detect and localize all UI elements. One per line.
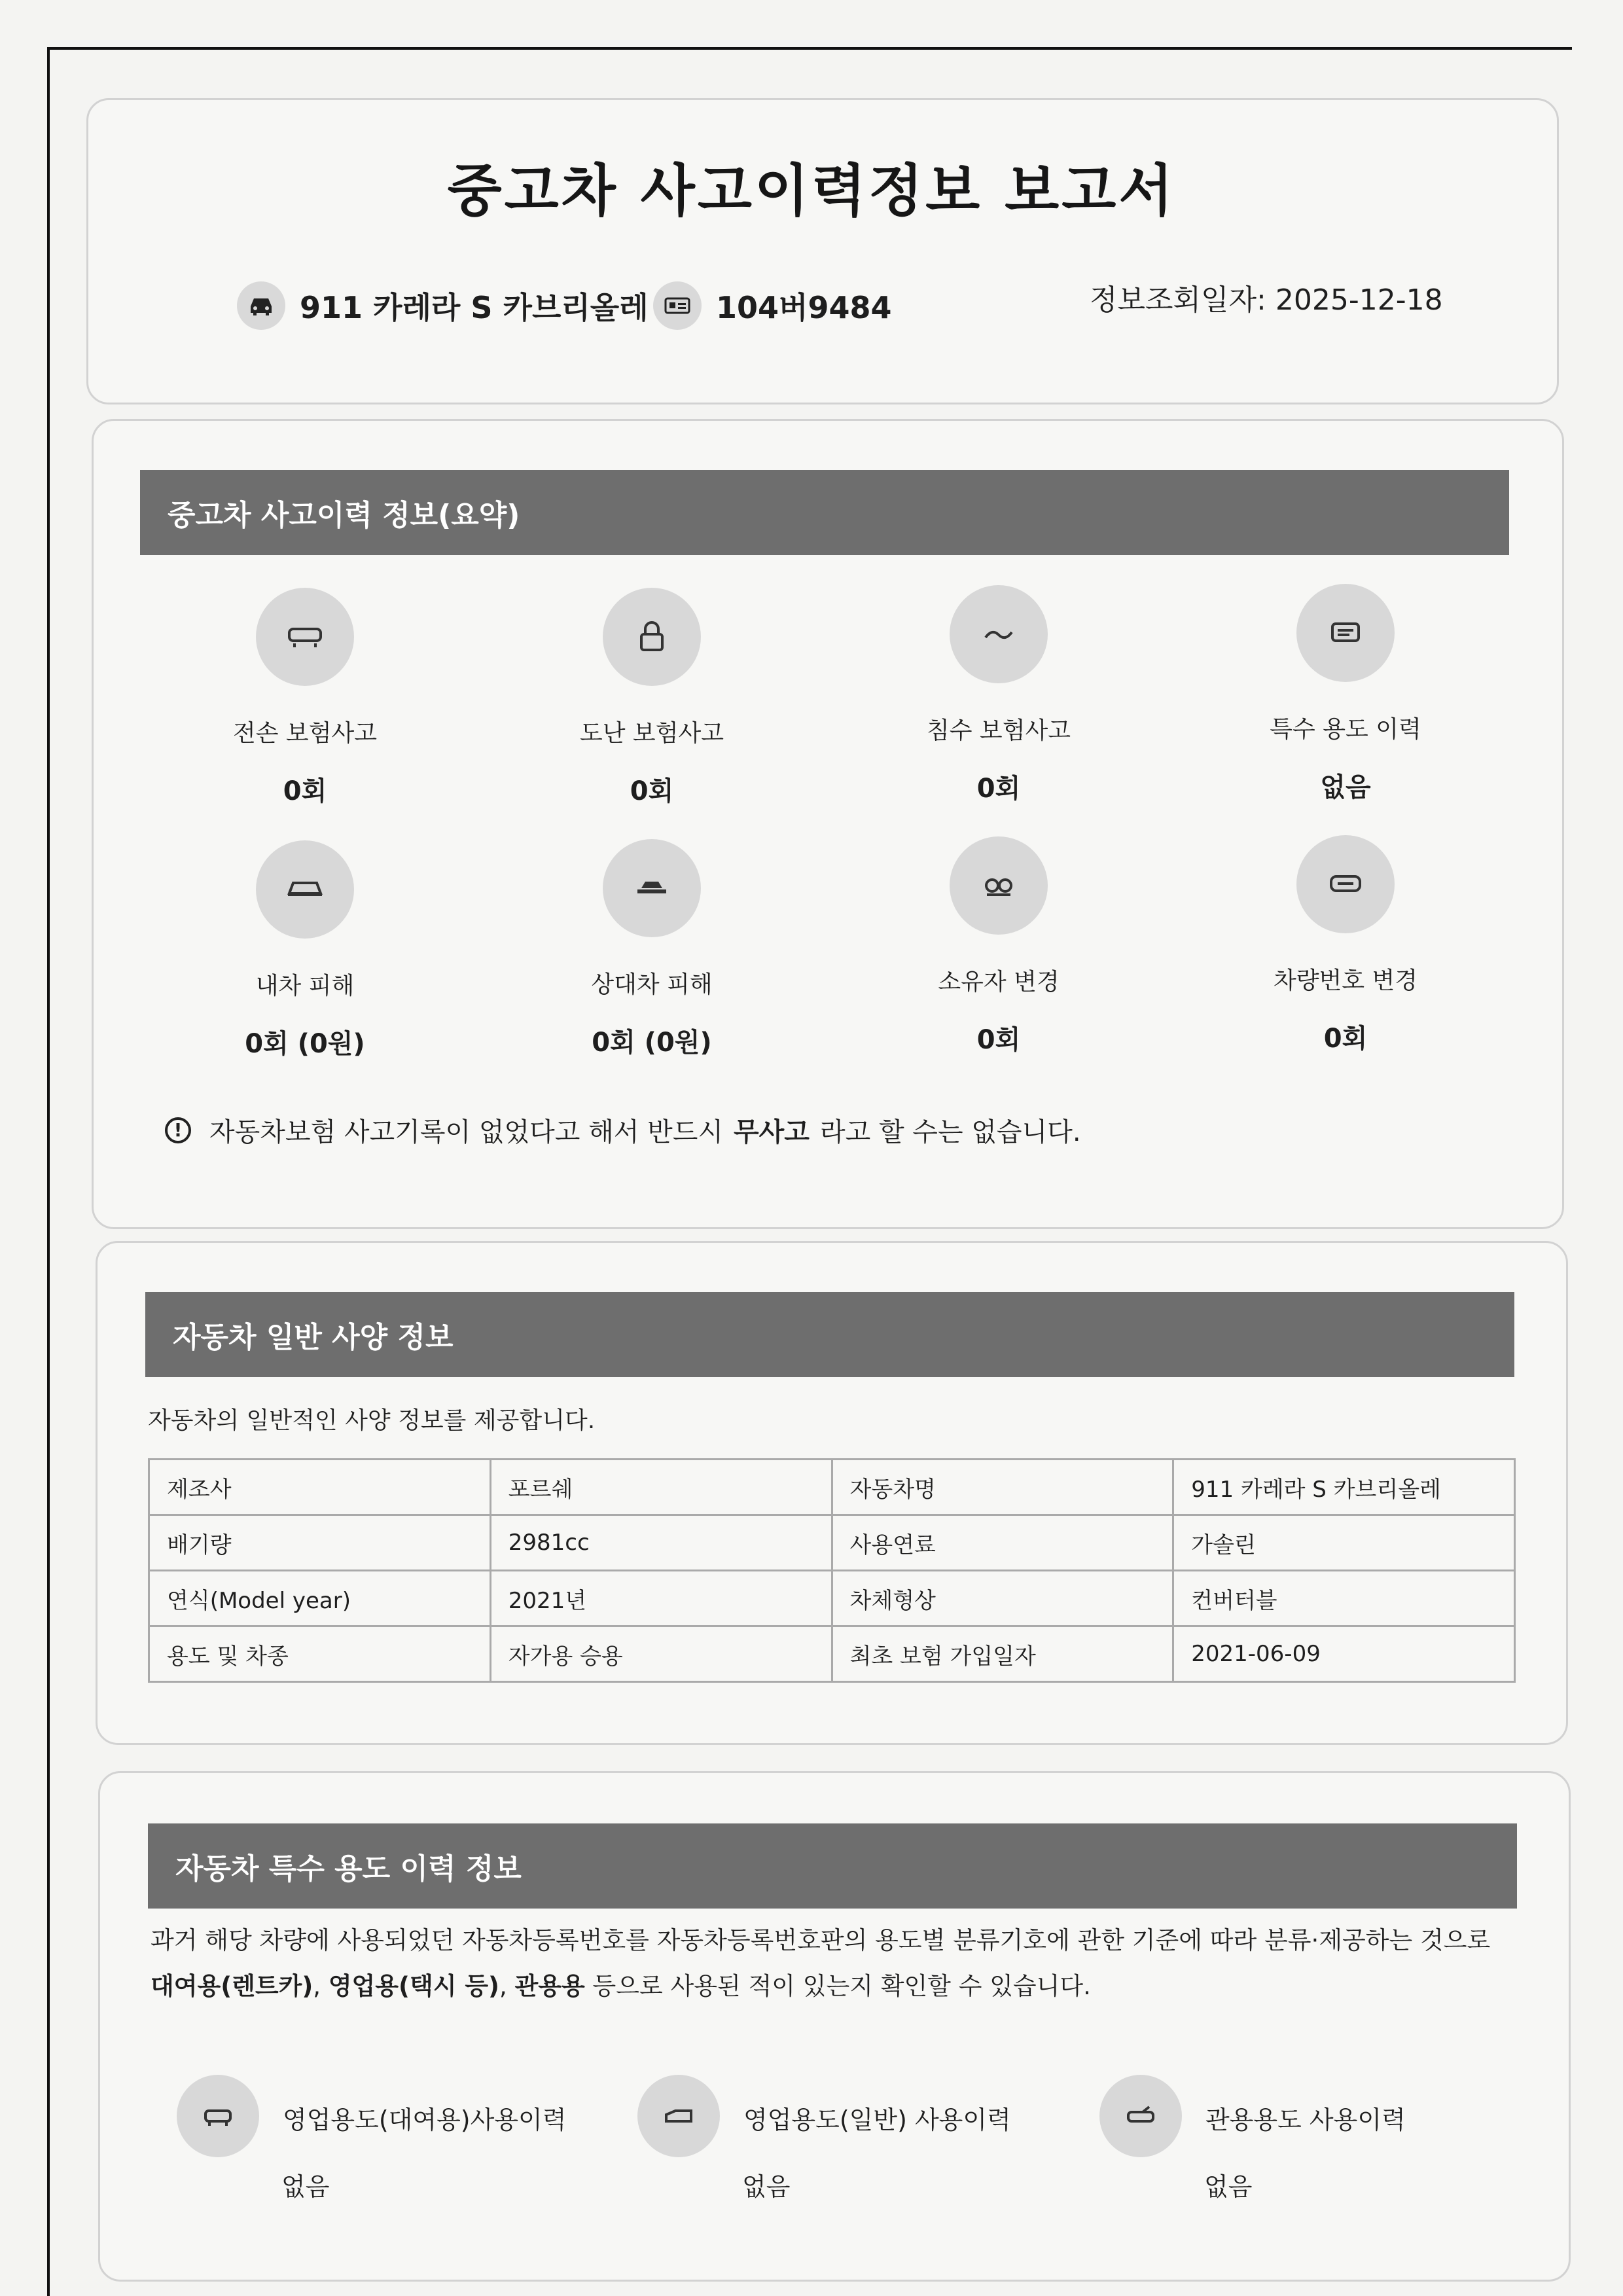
notice-text-pre: 자동차보험 사고기록이 없었다고 해서 반드시	[209, 1117, 724, 1147]
plate-number: 104버9484	[716, 290, 892, 325]
inquiry-date-value: 2025-12-18	[1275, 283, 1443, 317]
spec-description: 자동차의 일반적인 사양 정보를 제공합니다.	[148, 1407, 596, 1434]
notice-text-post: 라고 할 수는 없습니다.	[819, 1117, 1081, 1147]
use-rental	[177, 2075, 567, 2201]
table-cell: 2981cc	[490, 1515, 832, 1571]
stat-label: 특수 용도 이력	[1270, 716, 1421, 743]
header-card	[86, 98, 1559, 404]
table-header-cell: 용도 및 차종	[149, 1626, 491, 1682]
table-cell: 911 카레라 S 카브리올레	[1173, 1460, 1515, 1515]
stat-label: 내차 피해	[255, 973, 355, 999]
table-header-cell: 자동차명	[832, 1460, 1173, 1515]
stat-label: 전손 보험사고	[232, 720, 378, 747]
table-cell: 2021-06-09	[1173, 1626, 1515, 1682]
table-header-cell: 최초 보험 가입일자	[832, 1626, 1173, 1682]
car-icon	[237, 281, 285, 330]
use-government	[1099, 2075, 1406, 2201]
stat-owner-change	[848, 836, 1149, 1056]
stat-value: 0회	[1323, 1024, 1368, 1054]
stat-value: 0회	[630, 776, 674, 806]
stat-value: 0회	[976, 774, 1021, 804]
stat-special-use	[1195, 584, 1496, 804]
table-row	[149, 1626, 1515, 1682]
commercial-text: 영업용(택시 등)	[328, 1972, 499, 2000]
stat-label: 차량번호 변경	[1273, 967, 1418, 994]
special-use-heading: 자동차 특수 용도 이력 정보	[148, 1823, 1517, 1909]
table-header-cell: 사용연료	[832, 1515, 1173, 1571]
stat-own-damage	[154, 840, 455, 1060]
stat-label: 상대차 피해	[591, 971, 713, 998]
license-plate-icon	[653, 281, 702, 330]
stat-plate-change	[1195, 835, 1496, 1055]
table-row	[149, 1571, 1515, 1626]
stat-value: 0회 (0원)	[592, 1028, 712, 1058]
stat-other-damage	[501, 839, 802, 1059]
use-label: 관용용도 사용이력	[1205, 2106, 1406, 2134]
separator: ,	[499, 1972, 515, 2000]
table-row	[149, 1460, 1515, 1515]
other-car-damage-icon	[603, 839, 701, 937]
report-title: 중고차 사고이력정보 보고서	[447, 158, 1176, 224]
stat-value: 0회	[283, 776, 327, 806]
stat-theft	[501, 588, 802, 808]
lock-icon	[603, 588, 701, 686]
car-name: 911 카레라 S 카브리올레	[300, 290, 649, 325]
use-value: 없음	[1204, 2172, 1253, 2201]
owner-change-icon	[950, 836, 1048, 935]
flood-icon	[950, 585, 1048, 683]
rental-car-icon	[177, 2075, 259, 2157]
summary-notice	[165, 1111, 1081, 1149]
rental-text: 대여용(렌트카)	[151, 1972, 313, 2000]
taxi-icon	[637, 2075, 720, 2157]
car-total-loss-icon	[256, 588, 354, 686]
warning-icon: !	[165, 1117, 191, 1143]
card-icon	[1296, 584, 1395, 682]
stat-total-loss	[154, 588, 455, 808]
stat-label: 도난 보험사고	[579, 720, 724, 747]
stat-value: 없음	[1320, 772, 1371, 802]
stat-label: 소유자 변경	[938, 969, 1060, 996]
summary-heading: 중고차 사고이력 정보(요약)	[140, 470, 1509, 555]
table-cell: 2021년	[490, 1571, 832, 1626]
use-value: 없음	[281, 2172, 330, 2201]
plate-group	[653, 281, 891, 330]
stat-value: 0회 (0원)	[245, 1029, 365, 1059]
description-line-2	[151, 1964, 1538, 2009]
use-label: 영업용도(일반) 사용이력	[743, 2106, 1011, 2134]
description-line-1: 과거 해당 차량에 사용되었던 자동차등록번호를 자동차등록번호판의 용도별 분류기호에 관한 기준에 따라 분류·제공하는 것으로	[151, 1926, 1491, 1954]
table-header-cell: 배기량	[149, 1515, 491, 1571]
special-use-description	[151, 1918, 1538, 2009]
table-header-cell: 연식(Model year)	[149, 1571, 491, 1626]
stat-value: 0회	[976, 1025, 1021, 1055]
plate-change-icon	[1296, 835, 1395, 933]
spec-heading: 자동차 일반 사양 정보	[145, 1292, 1514, 1377]
table-cell: 가솔린	[1173, 1515, 1515, 1571]
stat-label: 침수 보험사고	[926, 717, 1071, 744]
spec-table	[148, 1458, 1516, 1683]
inquiry-date	[1090, 276, 1443, 318]
separator: ,	[313, 1972, 329, 2000]
use-commercial	[637, 2075, 1011, 2201]
table-cell: 자가용 승용	[490, 1626, 832, 1682]
government-car-icon	[1099, 2075, 1182, 2157]
use-value: 없음	[742, 2172, 791, 2201]
table-cell: 포르쉐	[490, 1460, 832, 1515]
table-header-cell: 제조사	[149, 1460, 491, 1515]
table-header-cell: 차체형상	[832, 1571, 1173, 1626]
description-tail: 등으로 사용된 적이 있는지 확인할 수 있습니다.	[584, 1972, 1091, 2000]
stat-flood	[848, 585, 1149, 805]
government-text: 관용용	[514, 1972, 585, 2000]
notice-text-bold: 무사고	[734, 1117, 810, 1147]
own-car-damage-icon	[256, 840, 354, 939]
table-cell: 컨버터블	[1173, 1571, 1515, 1626]
inquiry-date-label: 정보조회일자:	[1090, 283, 1266, 317]
use-label: 영업용도(대여용)사용이력	[283, 2106, 567, 2134]
table-row	[149, 1515, 1515, 1571]
car-name-group	[237, 281, 649, 330]
